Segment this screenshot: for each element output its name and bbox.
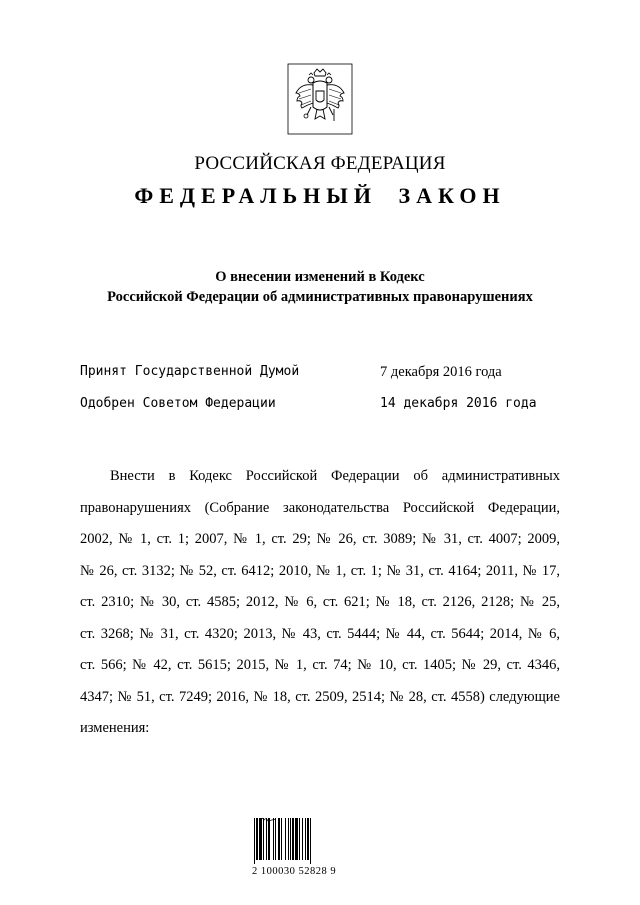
law-title-line-2: Российской Федерации об административных правонарушениях	[107, 289, 533, 305]
body-line: 2002, № 1, ст. 1; 2007, № 1, ст. 29; № 26, ст. 3089; № 31, ст. 4007; 2009,	[80, 531, 560, 547]
body-line: правонарушениях (Собрание законодательства Российской Федерации,	[80, 499, 560, 516]
barcode-digits: 2 100030 52828 9	[252, 866, 337, 877]
duma-date: 7 декабря 2016 года	[380, 364, 502, 380]
law-type-heading: ФЕДЕРАЛЬНЫЙ ЗАКОН	[134, 183, 506, 208]
duma-label: Принят Государственной Думой	[80, 364, 300, 379]
body-line: № 26, ст. 3132; № 52, ст. 6412; 2010, № 1, ст. 1; № 31, ст. 4164; 2011, № 17,	[80, 562, 560, 579]
law-title	[0, 267, 640, 307]
council-label: Одобрен Советом Федерации	[80, 396, 276, 411]
body-line: ст. 566; № 42, ст. 5615; 2015, № 1, ст. 74; № 10, ст. 1405; № 29, ст. 4346,	[80, 657, 560, 673]
body-line: изменения:	[80, 720, 150, 736]
law-body-paragraph	[80, 461, 560, 745]
body-line: ст. 3268; № 31, ст. 4320; 2013, № 43, ст. 5444; № 44, ст. 5644; 2014, № 6,	[80, 625, 560, 642]
country-heading: РОССИЙСКАЯ ФЕДЕРАЦИЯ	[194, 153, 446, 174]
body-line: 4347; № 51, ст. 7249; 2016, № 18, ст. 2509, 2514; № 28, ст. 4558) следующие	[80, 688, 560, 705]
council-date: 14 декабря 2016 года	[380, 396, 537, 411]
body-line: ст. 2310; № 30, ст. 4585; 2012, № 6, ст. 621; № 18, ст. 2126, 2128; № 25,	[80, 594, 560, 610]
coat-of-arms-icon	[287, 63, 353, 135]
body-line: Внести в Кодекс Российской Федерации об административных	[110, 468, 560, 484]
law-title-line-1: О внесении изменений в Кодекс	[215, 269, 425, 285]
